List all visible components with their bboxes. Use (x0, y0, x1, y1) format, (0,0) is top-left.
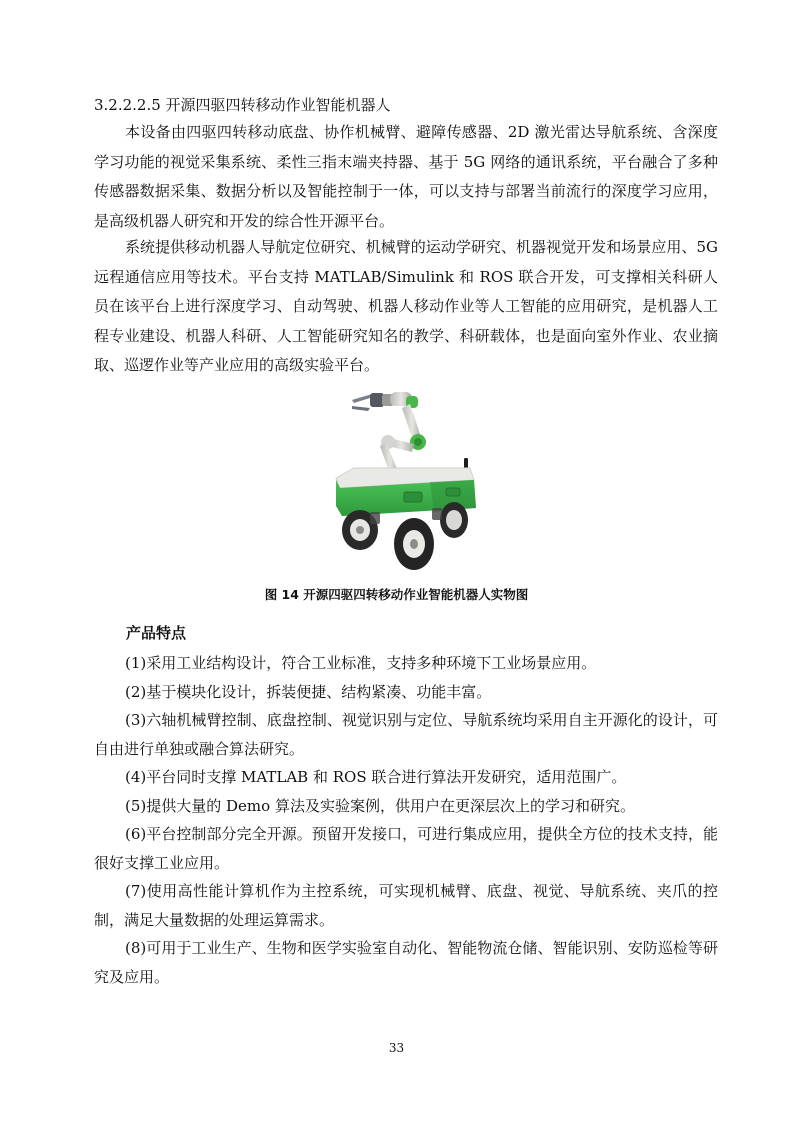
capabilities-paragraph: 系统提供移动机器人导航定位研究、机械臂的运动学研究、机器视觉开发和场景应用、5G 远程通信应用等技术。平台支持 MATLAB/Simulink 和 ROS 联合开发，可支撑相关科研人员在该平台上进行深度学习、自动驾驶、机器人移动作业等人工智能的应用研究，是机器人工程专业建设、机器人科研、人工智能研究知名的教学、科研载体，也是面向室外作业、农业摘取、巡逻作业等产业应用的高级实验平台。 (94, 238, 718, 374)
feature-item: (3)六轴机械臂控制、底盘控制、视觉识别与定位、导航系统均采用自主开源化的设计，可自由进行单独或融合算法研究。 (94, 711, 718, 758)
intro-paragraph: 本设备由四驱四转移动底盘、协作机械臂、避障传感器、2D 激光雷达导航系统、含深度学习功能的视觉采集系统、柔性三指末端夹持器、基于 5G 网络的通讯系统，平台融合了多种传感器数据采集、数据分析以及智能控制于一体，可以支持与部署当前流行的深度学习应用，是高级机器人研究和开发的综合性开源平台。 (94, 123, 718, 230)
wheel (394, 518, 434, 570)
feature-item: (2)基于模块化设计，拆装便捷、结构紧凑、功能丰富。 (125, 682, 492, 701)
feature-item: (4)平台同时支撑 MATLAB 和 ROS 联合进行算法开发研究，适用范围广。 (125, 768, 627, 786)
figure-caption: 图 14 开源四驱四转移动作业智能机器人实物图 (264, 587, 529, 602)
robot-photo (330, 384, 480, 580)
wheel (440, 502, 468, 538)
feature-item: (1)采用工业结构设计，符合工业标准，支持多种环境下工业场景应用。 (125, 654, 597, 672)
section-heading: 3.2.2.2.5 开源四驱四转移动作业智能机器人 (94, 96, 391, 114)
feature-item: (6)平台控制部分完全开源。预留开发接口，可进行集成应用，提供全方位的技术支持，能很好支撑工业应用。 (94, 825, 718, 872)
page-number: 33 (388, 1041, 405, 1055)
feature-item: (8)可用于工业生产、生物和医学实验室自动化、智能物流仓储、智能识别、安防巡检等研究及应用。 (94, 939, 718, 986)
gripper (352, 393, 394, 411)
features-title: 产品特点 (126, 624, 187, 642)
feature-item: (5)提供大量的 Demo 算法及实验案例，供用户在更深层次上的学习和研究。 (125, 796, 635, 815)
features-list (94, 649, 718, 991)
feature-item: (7)使用高性能计算机作为主控系统，可实现机械臂、底盘、视觉、导航系统、夹爪的控制，满足大量数据的处理运算需求。 (94, 882, 718, 929)
